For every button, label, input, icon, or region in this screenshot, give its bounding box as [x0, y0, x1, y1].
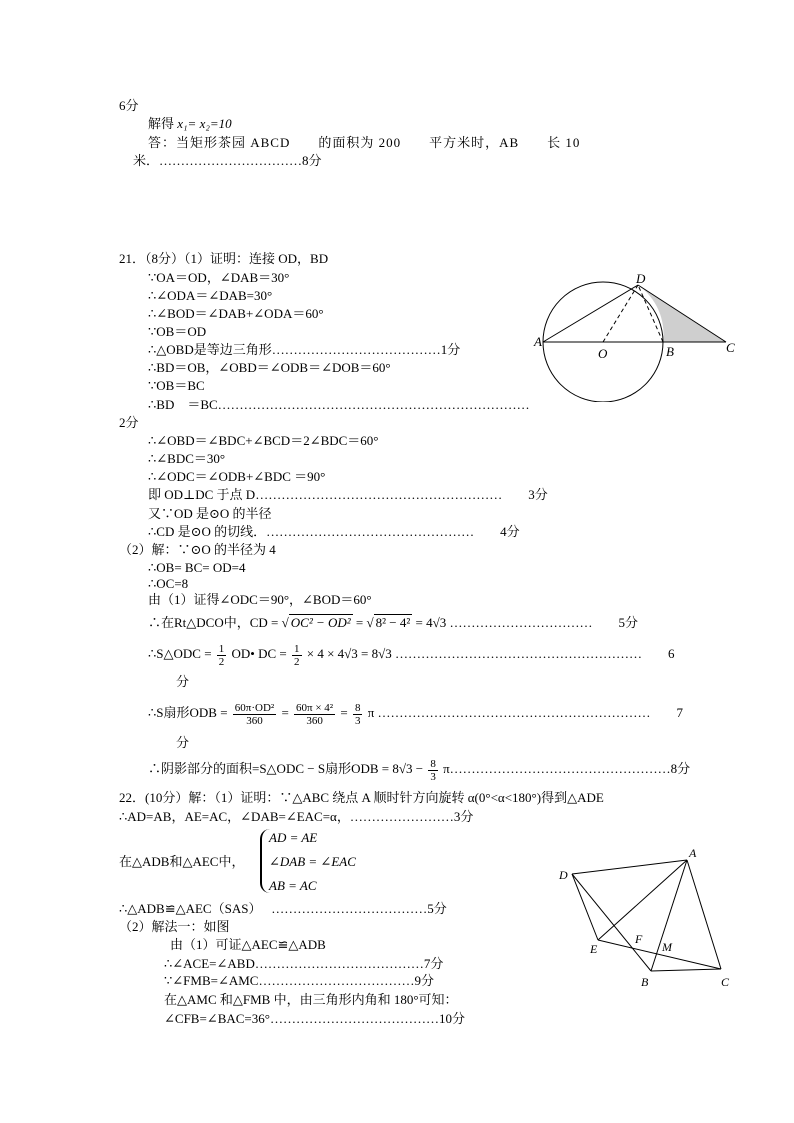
label-c: C	[721, 975, 730, 989]
q21-line-18: ∴OC=8	[148, 576, 189, 591]
q22-line-4: （2）解法一：如图	[119, 919, 230, 934]
label-o: O	[598, 346, 608, 361]
shaded-frac: $\frac{8}{3}$	[430, 757, 436, 783]
q21-cd-formula: ∴在Rt△DCO中，CD = √ OC² − OD² = √ 8² − 4² = 4√3 …………………………… 5分	[148, 615, 639, 630]
figure-rotation	[555, 845, 745, 995]
q22-heading: 22．(10分）解：（1）证明：∵△ABC 绕点 A 顺时针方向旋转 α(0°<α<180°)得到△ADE	[119, 790, 604, 805]
sector-eq-1: =	[281, 705, 289, 720]
label-b: B	[641, 975, 649, 989]
q22-line-1: ∴AD=AB，AE=AC，∠DAB=∠EAC=α，……………………3分	[119, 809, 474, 824]
q21-line-5: ∴△OBD是等边三角形…………………………………1分	[148, 342, 461, 357]
fraction-half-2: $\frac{1}{2}$	[294, 642, 300, 668]
q21-heading: 21．（8分）（1）证明：连接 OD，BD	[119, 251, 329, 266]
label-c: C	[726, 340, 735, 355]
label-f: F	[635, 932, 643, 946]
answer-line: 答：当矩形茶园 ABCD 的面积为 200 平方米时，AB 长 10	[148, 135, 581, 150]
q22-line-7: ∵∠FMB=∠AMC………………………………9分	[164, 973, 434, 988]
sector-result: π ……………………………………………………… 7	[367, 705, 684, 720]
area-tri-mid: OD• DC =	[231, 646, 290, 661]
segment-ad	[543, 285, 638, 342]
seg-db	[572, 874, 651, 971]
shaded-result: π……………………………………………8分	[443, 761, 691, 776]
q21-shaded-area	[148, 752, 690, 786]
q21-line-3: ∴∠BOD＝∠DAB+∠ODA＝60°	[148, 306, 324, 321]
q21-line-1: ∵OA＝OD，∠DAB＝30°	[148, 270, 290, 285]
q21-line-16: （2）解：∵⊙O 的半径为 4	[119, 542, 276, 557]
solution-prefix: 解得	[148, 116, 178, 131]
label-d: D	[636, 272, 646, 286]
q21-line-19: 由（1）证得∠ODC＝90°，∠BOD＝60°	[148, 592, 372, 607]
seg-de	[572, 874, 598, 940]
brace-line-1: AD = AE	[269, 830, 318, 845]
cd-radicand-1: OC² − OD²	[290, 615, 351, 630]
q21-line-4: ∵OB＝OD	[148, 324, 207, 339]
sector-eq-2: =	[340, 705, 348, 720]
q21-line-11: ∴∠BDC＝30°	[148, 451, 226, 466]
label-d: D	[559, 868, 568, 882]
seg-ac	[687, 860, 721, 969]
cd-result: = 4√3 …………………………… 5分	[412, 615, 639, 630]
label-a: A	[689, 846, 697, 860]
label-e: E	[590, 942, 598, 956]
q22-line-3: ∴△ADB≌△AEC（SAS） ………………………………5分	[119, 901, 447, 916]
label-b: B	[666, 344, 674, 359]
sector-frac-2: $\frac{\text{60π × 4²}}{360}$	[296, 701, 334, 727]
q21-line-7: ∵OB＝BC	[148, 378, 205, 393]
cd-radicand-2: 8² − 4²	[375, 615, 411, 630]
figure-circle-tangent	[530, 272, 740, 402]
q22-line-9: ∠CFB=∠BAC=36°…………………………………10分	[164, 1011, 465, 1026]
seg-bc	[651, 969, 721, 971]
solution-line	[148, 116, 232, 132]
cd-prefix: ∴在Rt△DCO中，CD =	[148, 615, 282, 630]
q21-line-15: ∴CD 是⊙O 的切线．………………………………………… 4分	[148, 524, 520, 539]
q21-line-8: ∴BD ＝BC………………………………………………………………	[148, 397, 530, 412]
area-tri-prefix: ∴S△ODC =	[148, 646, 215, 661]
cd-eq: =	[352, 615, 367, 630]
q22-line-8: 在△AMC 和△FMB 中，由三角形内角和 180°可知：	[164, 992, 458, 1007]
area-tri-result: × 4 × 4√3 = 8√3 ………………………………………………… 6	[306, 646, 675, 661]
brace-line-3: AB = AC	[269, 878, 317, 893]
label-a: A	[534, 334, 542, 349]
solution-equation: x₁= x₂=10	[177, 116, 232, 131]
q21-line-14: 又∵OD 是⊙O 的半径	[148, 506, 272, 521]
seg-da	[572, 860, 687, 874]
q21-line-13: 即 OD⊥DC 于点 D………………………………………………… 3分	[148, 487, 548, 502]
brace-line-2: ∠DAB = ∠EAC	[269, 854, 356, 869]
q22-line-5: 由（1）可证△AEC≌△ADB	[170, 937, 326, 952]
line-6fen: 6分	[119, 98, 139, 113]
answer-line-2: 米．……………………………8分	[133, 153, 322, 168]
q21-line-22: 分	[176, 674, 190, 689]
q22-line-6: ∴∠ACE=∠ABD…………………………………7分	[164, 956, 444, 971]
fraction-half: $\frac{1}{2}$	[218, 642, 225, 668]
sector-frac-3: $\frac{8}{3}$	[354, 701, 361, 727]
segment-od	[603, 285, 638, 342]
q21-line-10: ∴∠OBD＝∠BDC+∠BCD＝2∠BDC＝60°	[148, 433, 379, 448]
sector-prefix: ∴S扇形ODB =	[148, 705, 231, 720]
q21-line-24: 分	[176, 735, 190, 750]
q21-line-12: ∴∠ODC＝∠ODB+∠BDC ＝90°	[148, 469, 326, 484]
q21-area-sector	[148, 693, 683, 733]
shaded-prefix: ∴阴影部分的面积=S△ODC − S扇形ODB = 8√3 −	[148, 761, 427, 776]
q22-line-2: 在△ADB和△AEC中，	[119, 854, 245, 869]
q21-line-9: 2分	[119, 415, 139, 430]
q21-line-17: ∴OB= BC= OD=4	[148, 560, 246, 575]
label-m: M	[662, 940, 672, 954]
q21-line-2: ∴∠ODA＝∠DAB=30°	[148, 288, 273, 303]
q21-line-6: ∴BD＝OB，∠OBD＝∠ODB＝∠DOB＝60°	[148, 360, 391, 375]
sector-frac-1: $\frac{\text{60π·OD²}}{360}$	[234, 701, 275, 727]
q21-area-triangle	[148, 637, 675, 671]
